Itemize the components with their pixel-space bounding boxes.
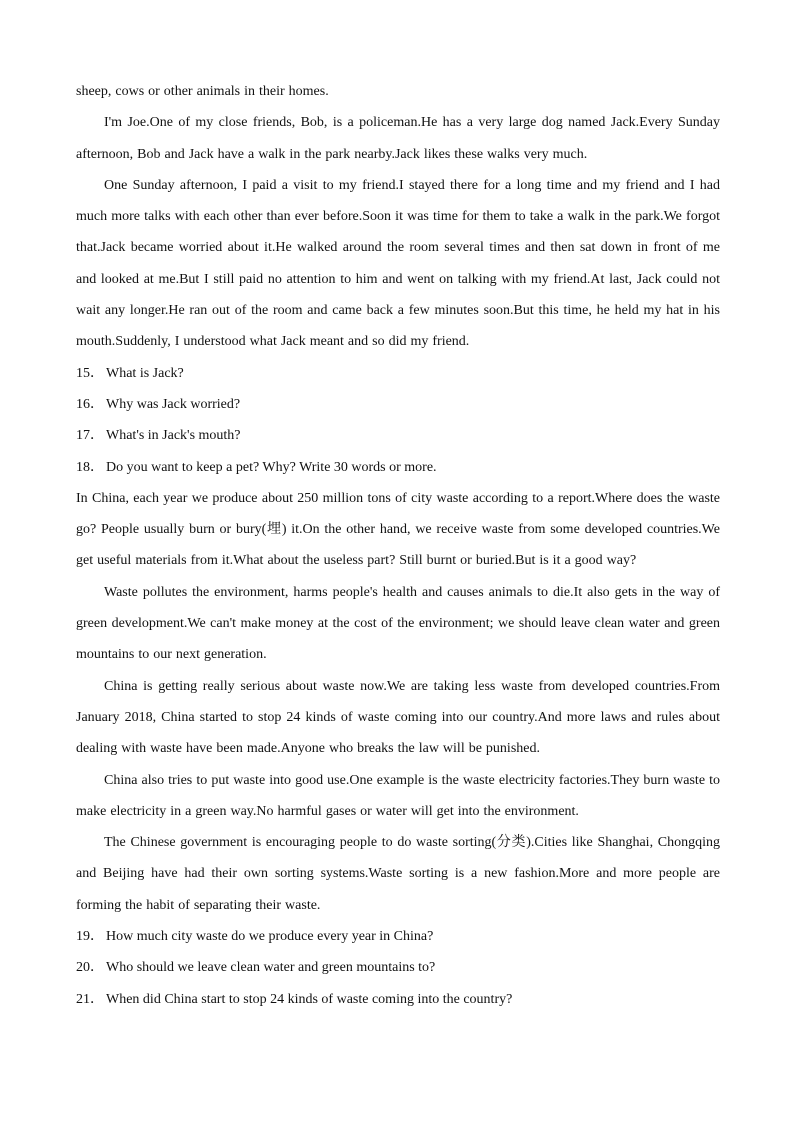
passage1-paragraph: I'm Joe.One of my close friends, Bob, is a policeman.He has a very large dog named Jack.Every Sunday afternoon, Bob and Jack have a walk in the park nearby.Jack likes these walks very much.	[76, 115, 720, 162]
question-text: How much city waste do we produce every year in China?	[106, 929, 434, 945]
question-number: 15．	[76, 365, 104, 381]
question-item	[76, 984, 720, 1015]
question-text: When did China start to stop 24 kinds of waste coming into the country?	[106, 991, 513, 1007]
question-item	[76, 952, 720, 983]
question-item	[76, 358, 720, 389]
question-number: 21．	[76, 991, 104, 1007]
question-text: What is Jack?	[106, 365, 184, 381]
question-item	[76, 921, 720, 952]
passage1-paragraph: One Sunday afternoon, I paid a visit to my friend.I stayed there for a long time and my friend and I had much more talks with each other than ever before.Soon it was time for them to take a walk in the park.We forgot that.Jack became worried about it.He walked around the room several times and then sat down in front of me and looked at me.But I still paid no attention to him and went on talking with my friend.At last, Jack could not wait any longer.He ran out of the room and came back a few minutes soon.But this time, he held my hat in his mouth.Suddenly, I understood what Jack meant and so did my friend.	[76, 177, 720, 350]
question-text: Who should we leave clean water and green mountains to?	[106, 960, 436, 976]
passage2-intro: In China, each year we produce about 250 million tons of city waste according to a report.Where does the waste go? People usually burn or bury(埋) it.On the other hand, we receive waste from some developed countries.We get useful materials from it.What about the useless part? Still burnt or buried.But is it a good way?	[76, 490, 720, 569]
question-item	[76, 420, 720, 451]
passage2-paragraph: China also tries to put waste into good use.One example is the waste electricity factories.They burn waste to make electricity in a green way.No harmful gases or water will get into the environment.	[76, 772, 720, 819]
question-number: 17．	[76, 428, 104, 444]
question-item	[76, 389, 720, 420]
question-text: Why was Jack worried?	[106, 396, 241, 412]
question-text: Do you want to keep a pet? Why? Write 30 words or more.	[106, 459, 437, 475]
question-text: What's in Jack's mouth?	[106, 428, 241, 444]
passage1-continuation: sheep, cows or other animals in their homes.	[76, 84, 329, 99]
question-number: 19．	[76, 929, 104, 945]
document-page	[76, 76, 720, 1015]
question-number: 18．	[76, 459, 104, 475]
passage2-paragraph: Waste pollutes the environment, harms people's health and causes animals to die.It also gets in the way of green development.We can't make money at the cost of the environment; we should leave clean water and green mountains to our next generation.	[76, 584, 720, 663]
question-number: 16．	[76, 396, 104, 412]
question-item	[76, 452, 720, 483]
question-number: 20．	[76, 960, 104, 976]
passage2-paragraph: China is getting really serious about waste now.We are taking less waste from developed countries.From January 2018, China started to stop 24 kinds of waste coming into our country.And more laws and rules about dealing with waste have been made.Anyone who breaks the law will be punished.	[76, 678, 720, 757]
passage2-paragraph: The Chinese government is encouraging people to do waste sorting(分类).Cities like Shanghai, Chongqing and Beijing have had their own sorting systems.Waste sorting is a new fashion.More and more people are forming the habit of separating their waste.	[76, 835, 720, 913]
